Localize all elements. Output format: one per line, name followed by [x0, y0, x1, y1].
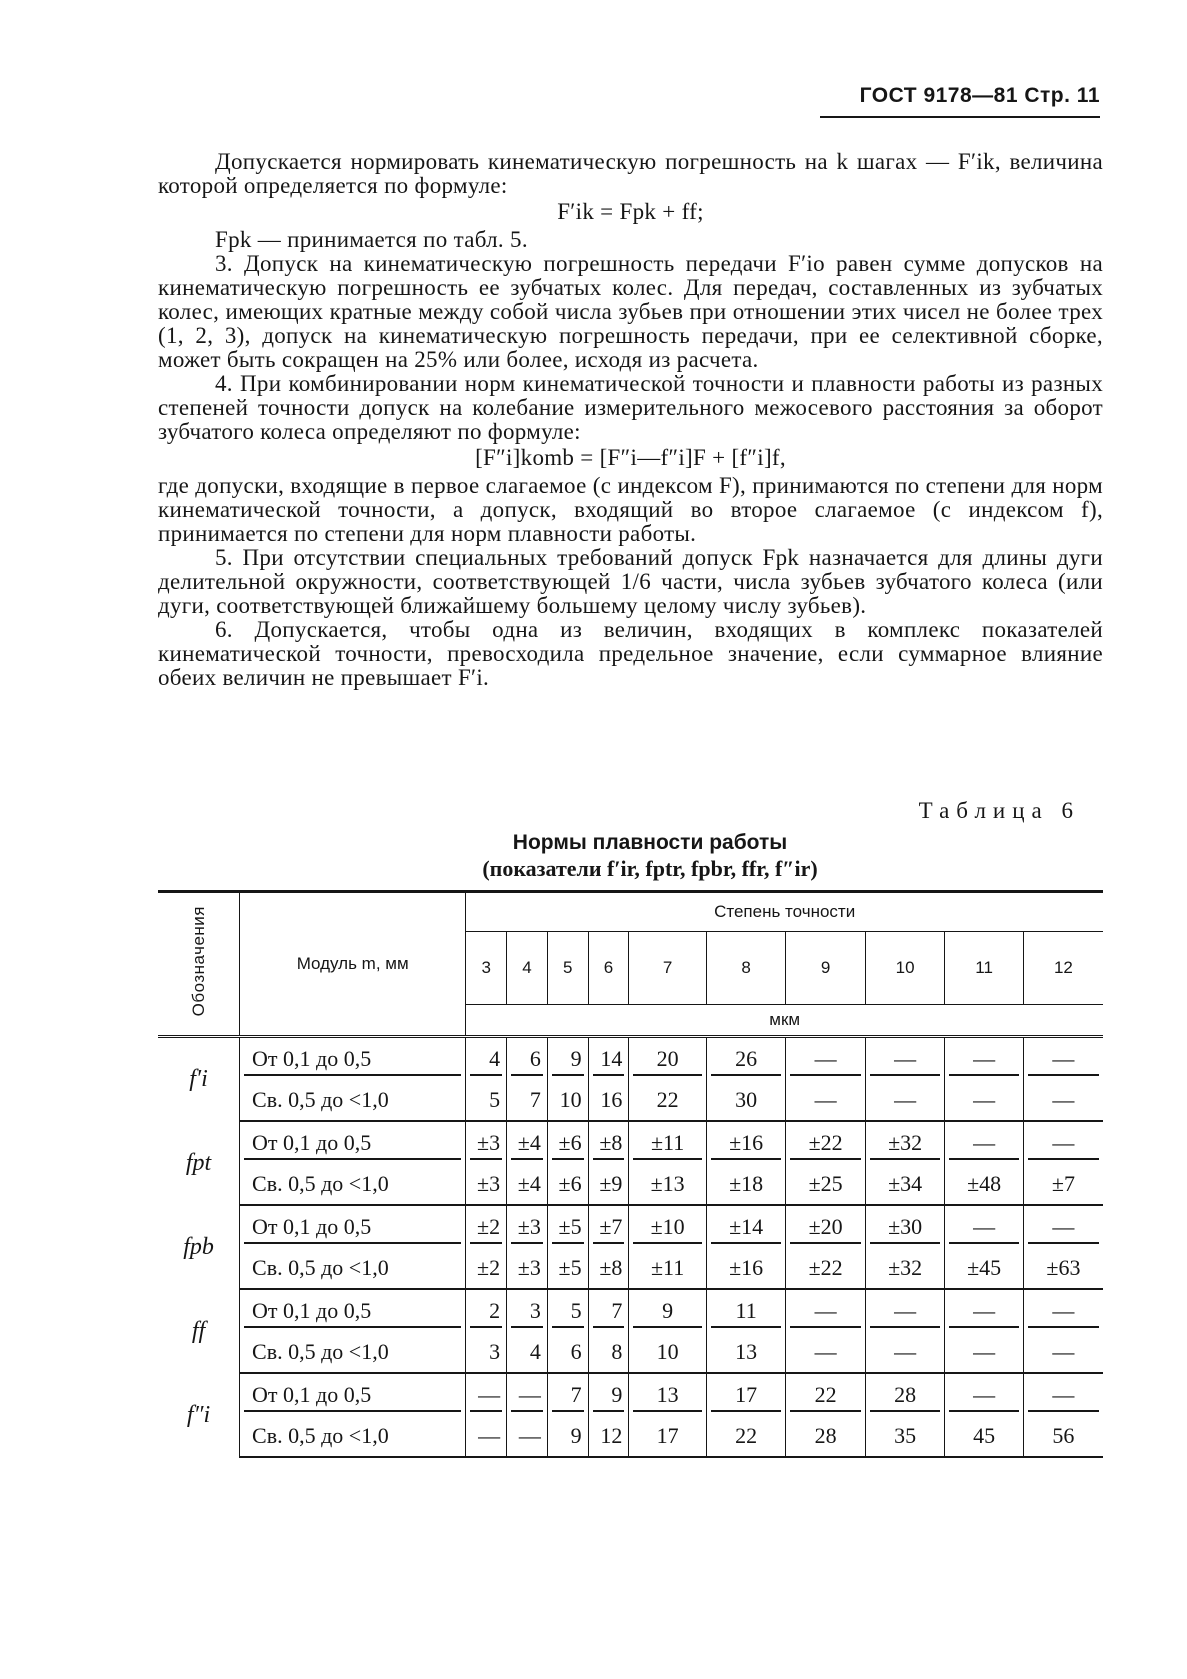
module-cell: От 0,1 до 0,5 — [240, 1205, 466, 1247]
value-cell: ±11 — [629, 1247, 706, 1289]
table-row — [158, 1289, 1103, 1331]
table-subtitle: (показатели f′ir, fptr, fpbr, ffr, f″ir) — [482, 856, 818, 881]
value-cell: 9 — [547, 1038, 588, 1079]
table-row — [158, 1415, 1103, 1457]
degree-cell: 3 — [466, 932, 507, 1005]
value-cell: 45 — [945, 1415, 1023, 1457]
value-cell: ±8 — [588, 1121, 629, 1163]
value-cell: 9 — [588, 1373, 629, 1415]
value-cell: 3 — [466, 1331, 507, 1373]
value-cell: 2 — [466, 1289, 507, 1331]
degree-cell: 10 — [865, 932, 945, 1005]
value-cell: — — [1023, 1038, 1103, 1079]
value-cell: — — [1023, 1205, 1103, 1247]
header-row-degree — [158, 892, 1103, 932]
value-cell: ±4 — [507, 1163, 548, 1205]
value-cell: ±2 — [466, 1247, 507, 1289]
paragraph-7: 6. Допускается, чтобы одна из величин, входящих в комплекс показателей кинематической точности, превосходила предельное значение, если суммарное влияние обеих величин не превышает F′i. — [158, 617, 1103, 690]
symbol-cell: f′i — [189, 1066, 208, 1092]
paragraph-2: Fpk — принимается по табл. 5. — [215, 227, 528, 252]
value-cell: 3 — [507, 1289, 548, 1331]
value-cell: — — [466, 1415, 507, 1457]
value-cell: ±6 — [547, 1163, 588, 1205]
value-cell: 4 — [466, 1038, 507, 1079]
module-cell: От 0,1 до 0,5 — [240, 1289, 466, 1331]
value-cell: 8 — [588, 1331, 629, 1373]
value-cell: — — [786, 1331, 866, 1373]
value-cell: ±34 — [865, 1163, 945, 1205]
value-cell: ±9 — [588, 1163, 629, 1205]
value-cell: — — [1023, 1331, 1103, 1373]
value-cell: ±6 — [547, 1121, 588, 1163]
value-cell: 22 — [706, 1415, 786, 1457]
value-cell: 17 — [629, 1415, 706, 1457]
value-cell: — — [865, 1038, 945, 1079]
value-cell: — — [786, 1079, 866, 1121]
page-header: ГОСТ 9178—81 Стр. 11 — [859, 84, 1100, 107]
value-cell: — — [1023, 1121, 1103, 1163]
value-cell: ±3 — [507, 1205, 548, 1247]
module-cell: Св. 0,5 до <1,0 — [240, 1079, 466, 1121]
value-cell: ±32 — [865, 1121, 945, 1163]
value-cell: ±45 — [945, 1247, 1023, 1289]
table-row — [158, 1247, 1103, 1289]
module-cell: От 0,1 до 0,5 — [240, 1038, 466, 1079]
degree-cell: 5 — [547, 932, 588, 1005]
symbol-cell: fpb — [183, 1233, 214, 1260]
value-cell: 6 — [507, 1038, 548, 1079]
value-cell: 7 — [588, 1289, 629, 1331]
value-cell: 12 — [588, 1415, 629, 1457]
value-cell: — — [1023, 1373, 1103, 1415]
value-cell: — — [945, 1331, 1023, 1373]
norms-table — [158, 890, 1103, 1458]
value-cell: ±3 — [466, 1121, 507, 1163]
value-cell: ±7 — [588, 1205, 629, 1247]
value-cell: ±22 — [786, 1121, 866, 1163]
table-row — [158, 1331, 1103, 1373]
value-cell: — — [945, 1205, 1023, 1247]
value-cell: 9 — [629, 1289, 706, 1331]
value-cell: ±25 — [786, 1163, 866, 1205]
table-row — [158, 1121, 1103, 1163]
value-cell: ±22 — [786, 1247, 866, 1289]
value-cell: — — [945, 1373, 1023, 1415]
value-cell: — — [945, 1038, 1023, 1079]
value-cell: 13 — [706, 1331, 786, 1373]
table-row — [158, 1373, 1103, 1415]
degree-cell: 8 — [706, 932, 786, 1005]
value-cell: — — [945, 1289, 1023, 1331]
value-cell: ±8 — [588, 1247, 629, 1289]
value-cell: 13 — [629, 1373, 706, 1415]
value-cell: 10 — [629, 1331, 706, 1373]
value-cell: ±11 — [629, 1121, 706, 1163]
value-cell: ±13 — [629, 1163, 706, 1205]
value-cell: — — [865, 1289, 945, 1331]
value-cell: — — [1023, 1289, 1103, 1331]
value-cell: ±32 — [865, 1247, 945, 1289]
value-cell: 5 — [547, 1289, 588, 1331]
module-cell: Св. 0,5 до <1,0 — [240, 1163, 466, 1205]
value-cell: 35 — [865, 1415, 945, 1457]
value-cell: ±63 — [1023, 1247, 1103, 1289]
paragraph-6: 5. При отсутствии специальных требований допуск Fpk назначается для длины дуги делительной окружности, соответствующей 1/6 части, числа зубьев зубчатого колеса (или дуги, соответствующей ближайшему большему целому числу зубьев). — [158, 545, 1103, 618]
value-cell: 14 — [588, 1038, 629, 1079]
value-cell: — — [507, 1373, 548, 1415]
header-rule — [820, 116, 1100, 118]
value-cell: — — [786, 1289, 866, 1331]
value-cell: — — [945, 1121, 1023, 1163]
paragraph-1: Допускается нормировать кинематическую погрешность на k шагах — F′ik, величина которой определяется по формуле: — [158, 149, 1103, 198]
body-text — [158, 150, 1103, 690]
value-cell: 4 — [507, 1331, 548, 1373]
value-cell: ±5 — [547, 1205, 588, 1247]
value-cell: ±7 — [1023, 1163, 1103, 1205]
symbol-cell: fpt — [185, 1149, 212, 1176]
module-cell: Св. 0,5 до <1,0 — [240, 1331, 466, 1373]
table-title: Нормы плавности работы — [512, 831, 788, 854]
paragraph-4: 4. При комбинировании норм кинематической точности и плавности работы из разных степеней точности допуск на колебание измерительного межосевого расстояния за оборот зубчатого колеса определяют по формуле: — [158, 371, 1103, 444]
degree-cell: 9 — [786, 932, 866, 1005]
table-row — [158, 1038, 1103, 1079]
table-label: Таблица 6 — [918, 798, 1080, 823]
value-cell: 20 — [629, 1038, 706, 1079]
degree-cell: 12 — [1023, 932, 1103, 1005]
value-cell: ±3 — [466, 1163, 507, 1205]
degree-cell: 7 — [629, 932, 706, 1005]
value-cell: 28 — [865, 1373, 945, 1415]
value-cell: — — [466, 1373, 507, 1415]
value-cell: 9 — [547, 1415, 588, 1457]
value-cell: 7 — [507, 1079, 548, 1121]
value-cell: 30 — [706, 1079, 786, 1121]
value-cell: — — [1023, 1079, 1103, 1121]
unit-header: мкм — [466, 1005, 1103, 1037]
module-cell: От 0,1 до 0,5 — [240, 1373, 466, 1415]
value-cell: 6 — [547, 1331, 588, 1373]
value-cell: ±5 — [547, 1247, 588, 1289]
table-row — [158, 1205, 1103, 1247]
degree-cell: 4 — [507, 932, 548, 1005]
value-cell: — — [786, 1038, 866, 1079]
degree-header: Степень точности — [466, 892, 1103, 932]
value-cell: — — [945, 1079, 1023, 1121]
value-cell: ±4 — [507, 1121, 548, 1163]
module-cell: Св. 0,5 до <1,0 — [240, 1415, 466, 1457]
designation-header: Обозначения — [158, 892, 240, 1037]
table-row — [158, 1163, 1103, 1205]
value-cell: 28 — [786, 1415, 866, 1457]
value-cell: 5 — [466, 1079, 507, 1121]
value-cell: ±10 — [629, 1205, 706, 1247]
value-cell: 7 — [547, 1373, 588, 1415]
value-cell: 16 — [588, 1079, 629, 1121]
symbol-cell: f″i — [186, 1401, 211, 1428]
paragraph-5: где допуски, входящие в первое слагаемое (с индексом F), принимаются по степени для норм кинематической точности, а допуск, входящий во второе слагаемое (с индексом f), принимается по степени для норм плавности работы. — [158, 473, 1103, 546]
table-row — [158, 1079, 1103, 1121]
value-cell: 17 — [706, 1373, 786, 1415]
value-cell: 22 — [629, 1079, 706, 1121]
value-cell: ±48 — [945, 1163, 1023, 1205]
module-cell: От 0,1 до 0,5 — [240, 1121, 466, 1163]
table-title-block — [300, 830, 1000, 882]
module-header: Модуль m, мм — [240, 892, 466, 1037]
value-cell: ±30 — [865, 1205, 945, 1247]
value-cell: ±2 — [466, 1205, 507, 1247]
value-cell: ±20 — [786, 1205, 866, 1247]
formula-2: [F″i]komb = [F″i—f″i]F + [f″i]f, — [475, 445, 786, 470]
degree-cell: 6 — [588, 932, 629, 1005]
value-cell: — — [507, 1415, 548, 1457]
value-cell: — — [865, 1079, 945, 1121]
value-cell: 56 — [1023, 1415, 1103, 1457]
value-cell: ±16 — [706, 1247, 786, 1289]
degree-cell: 11 — [945, 932, 1023, 1005]
value-cell: 11 — [706, 1289, 786, 1331]
value-cell: 10 — [547, 1079, 588, 1121]
value-cell: 22 — [786, 1373, 866, 1415]
paragraph-3: 3. Допуск на кинематическую погрешность передачи F′io равен сумме допусков на кинематическую погрешность ее зубчатых колес. Для передач, составленных из зубчатых колес, имеющих кратные между собой числа зубьев при отношении этих чисел не более трех (1, 2, 3), допуск на кинематическую погрешность передачи, при ее селективной сборке, может быть сокращен на 25% или более, исходя из расчета. — [158, 251, 1103, 372]
module-cell: Св. 0,5 до <1,0 — [240, 1247, 466, 1289]
value-cell: — — [865, 1331, 945, 1373]
formula-1: F′ik = Fpk + ff; — [557, 199, 704, 224]
value-cell: ±3 — [507, 1247, 548, 1289]
symbol-cell: ff — [191, 1317, 206, 1344]
value-cell: ±18 — [706, 1163, 786, 1205]
value-cell: ±14 — [706, 1205, 786, 1247]
value-cell: 26 — [706, 1038, 786, 1079]
value-cell: ±16 — [706, 1121, 786, 1163]
